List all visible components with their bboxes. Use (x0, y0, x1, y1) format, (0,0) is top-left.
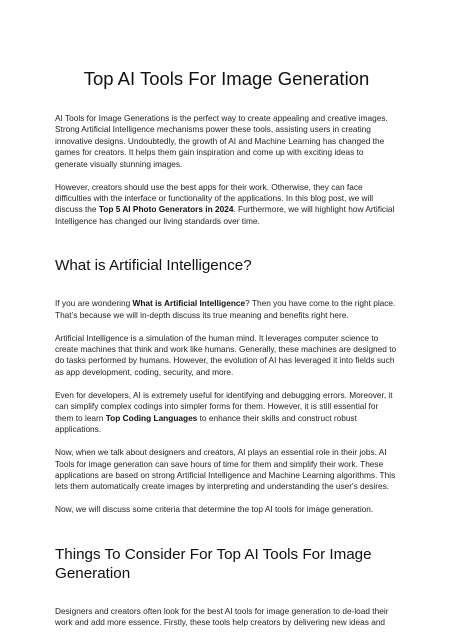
section1-paragraph-3: Even for developers, AI is extremely useful for identifying and debugging errors. Moreover, it can simplify complex codings into simpler forms for them. However, it is still essential for them to learn Top Coding Languages to enhance their skills and construct robust applications. (55, 389, 393, 435)
section-heading-what-is-ai: What is Artificial Intelligence? (55, 257, 252, 275)
section-heading-things-to-consider: Things To Consider For Top AI Tools For Image Generation (55, 545, 372, 582)
document-title: Top AI Tools For Image Generation (83, 68, 370, 89)
section1-paragraph-4: Now, when we talk about designers and creators, AI plays an essential role in their jobs. AI Tools for image generation can save hours of time for them and simplify their work. These applications are based on strong Artificial Intelligence and Machine Learning algorithms. This lets them automatically create images by interpreting and understanding the user's desires. (55, 447, 396, 492)
section1-paragraph-2: Artificial Intelligence is a simulation of the human mind. It leverages computer science to create machines that think and work like humans. Generally, these machines are designed to do tasks performed by humans. However, the evolution of AI has leveraged it into fields such as app development, coding, security, and more. (55, 332, 397, 377)
bold-phrase-top-coding-languages: Top Coding Languages (105, 412, 198, 423)
bold-phrase-top-5: Top 5 AI Photo Generators in 2024 (98, 204, 234, 215)
intro-paragraph-1: AI Tools for Image Generations is the perfect way to create appealing and creative images. Strong Artificial Intelligence mechanisms power these tools, assisting users in creating innovative designs. Undoubtedly, the growth of AI and Machine Learning has changed the games for creators. It helps them gain inspiration and come up with exciting ideas to generate visually stunning images. (55, 113, 388, 169)
section2-paragraph-1: Designers and creators often look for the best AI tools for image generation to de-load their work and add more essence. Firstly, these tools help creators by delivering new ideas and (55, 605, 389, 628)
section1-paragraph-1: If you are wondering What is Artificial Intelligence? Then you have come to the right place. That’s because we will in-depth discuss its true meaning and benefits right here. (55, 298, 396, 320)
section1-paragraph-5: Now, we will discuss some criteria that determine the top AI tools for image generation. (55, 504, 374, 515)
bold-phrase-what-is-ai: What is Artificial Intelligence (132, 298, 246, 309)
intro-paragraph-2: However, creators should use the best apps for their work. Otherwise, they can face difficulties with the interface or functionality of the applications. In this blog post, we will discuss the Top 5 AI Photo Generators in 2024. Furthermore, we will highlight how Artificial Intelligence has changed our living standards over time. (55, 181, 395, 226)
